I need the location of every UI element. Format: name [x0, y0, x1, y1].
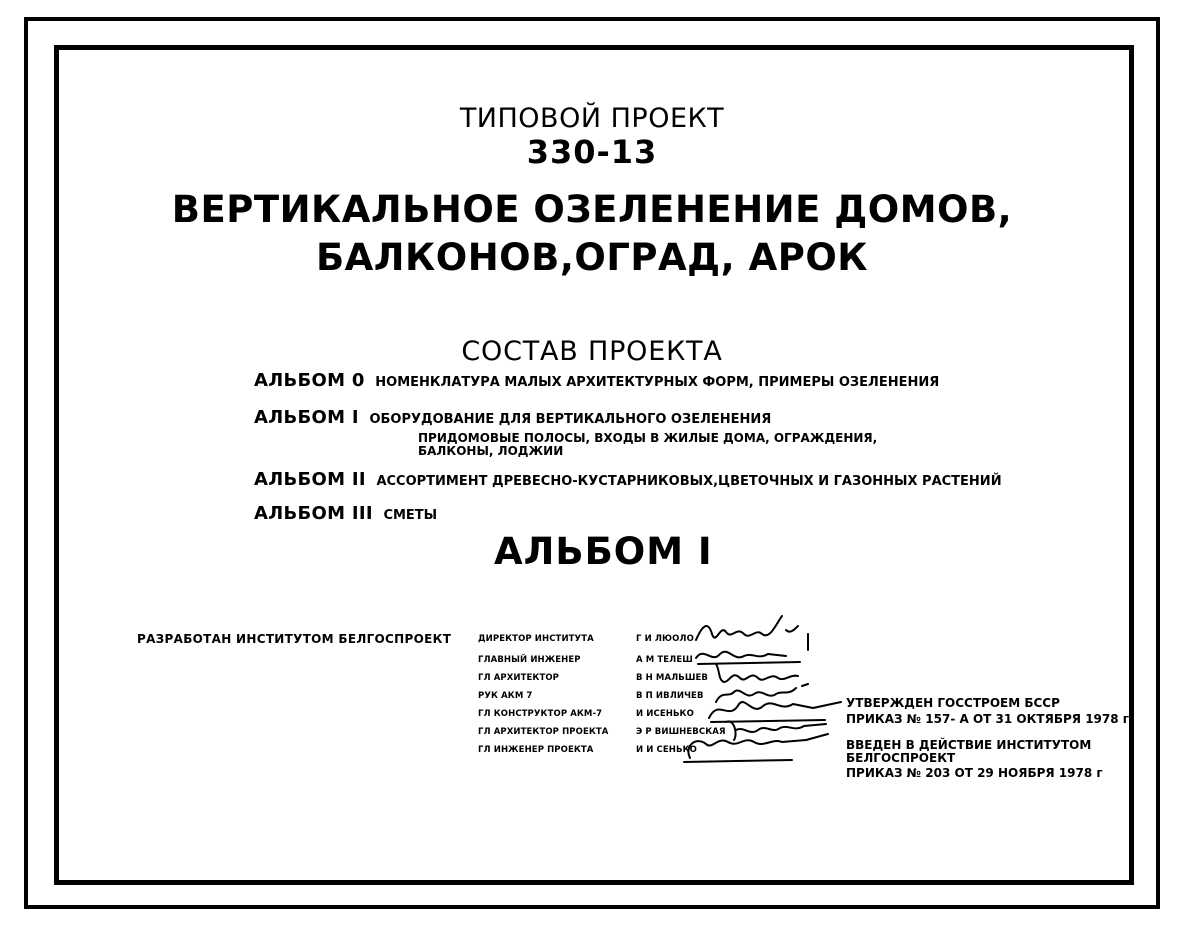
- title-line-2: БАЛКОНОВ,ОГРАД, АРОК: [315, 236, 869, 279]
- album-0-text: НОМЕНКЛАТУРА МАЛЫХ АРХИТЕКТУРНЫХ ФОРМ, ПРИМЕРЫ ОЗЕЛЕНЕНИЯ: [375, 375, 940, 390]
- album-0-label: АЛЬБОМ 0: [254, 370, 365, 391]
- signatory-role: ГЛ ИНЖЕНЕР ПРОЕКТА: [478, 745, 594, 755]
- project-number: 330-13: [526, 133, 658, 171]
- album-1-row: [254, 407, 771, 428]
- signatory-name: А М ТЕЛЕШ: [636, 655, 693, 665]
- developer-label: РАЗРАБОТАН ИНСТИТУТОМ БЕЛГОСПРОЕКТ: [137, 632, 452, 646]
- signatory-name: Г И ЛЮОЛО: [636, 634, 694, 644]
- signatory-name: В П ИВЛИЧЕВ: [636, 691, 704, 701]
- signature-project-engineer-icon: [682, 730, 832, 764]
- inner-border: [54, 45, 1134, 885]
- signatory-role: ГЛ АРХИТЕКТОР: [478, 673, 560, 683]
- signatory-role: ДИРЕКТОР ИНСТИТУТА: [478, 634, 594, 644]
- album-3-label: АЛЬБОМ III: [254, 503, 373, 524]
- album-0-row: [254, 370, 939, 391]
- approval-line-3: ВВЕДЕН В ДЕЙСТВИЕ ИНСТИТУТОМ: [846, 738, 1092, 752]
- signatory-role: ГЛ КОНСТРУКТОР АКМ-7: [478, 709, 603, 719]
- album-1-subtext-1: ПРИДОМОВЫЕ ПОЛОСЫ, ВХОДЫ В ЖИЛЫЕ ДОМА, ОГРАЖДЕНИЯ,: [418, 431, 878, 445]
- signatory-role: ГЛ АРХИТЕКТОР ПРОЕКТА: [478, 727, 609, 737]
- title-line-1: ВЕРТИКАЛЬНОЕ ОЗЕЛЕНЕНИЕ ДОМОВ,: [171, 188, 1013, 231]
- album-1-text: ОБОРУДОВАНИЕ ДЛЯ ВЕРТИКАЛЬНОГО ОЗЕЛЕНЕНИЯ: [369, 412, 772, 427]
- composition-heading: СОСТАВ ПРОЕКТА: [461, 336, 723, 367]
- album-3-row: [254, 503, 437, 524]
- signatory-name: Э Р ВИШНЕВСКАЯ: [636, 727, 726, 737]
- album-1-label: АЛЬБОМ I: [254, 407, 359, 428]
- album-3-text: СМЕТЫ: [383, 508, 438, 523]
- approval-line-1: УТВЕРЖДЕН ГОССТРОЕМ БССР: [846, 696, 1060, 710]
- signatory-role: ГЛАВНЫЙ ИНЖЕНЕР: [478, 655, 581, 665]
- signatory-name: И И СЕНЬКО: [636, 745, 697, 755]
- album-2-row: [254, 469, 1002, 490]
- album-1-subtext-2: БАЛКОНЫ, ЛОДЖИИ: [418, 444, 564, 458]
- current-album: АЛЬБОМ I: [494, 530, 713, 573]
- project-type-label: ТИПОВОЙ ПРОЕКТ: [459, 103, 725, 134]
- album-2-text: АССОРТИМЕНТ ДРЕВЕСНО-КУСТАРНИКОВЫХ,ЦВЕТОЧНЫХ И ГАЗОННЫХ РАСТЕНИЙ: [376, 474, 1002, 489]
- approval-order-2: ПРИКАЗ № 203 ОТ 29 НОЯБРЯ 1978 г: [846, 766, 1103, 780]
- approval-order-1: ПРИКАЗ № 157- А ОТ 31 ОКТЯБРЯ 1978 г: [846, 712, 1130, 726]
- approval-line-4: БЕЛГОСПРОЕКТ: [846, 751, 956, 765]
- album-2-label: АЛЬБОМ II: [254, 469, 366, 490]
- signatory-role: РУК АКМ 7: [478, 691, 533, 701]
- signatory-name: В Н МАЛЬШЕВ: [636, 673, 708, 683]
- signatory-name: И ИСЕНЬКО: [636, 709, 694, 719]
